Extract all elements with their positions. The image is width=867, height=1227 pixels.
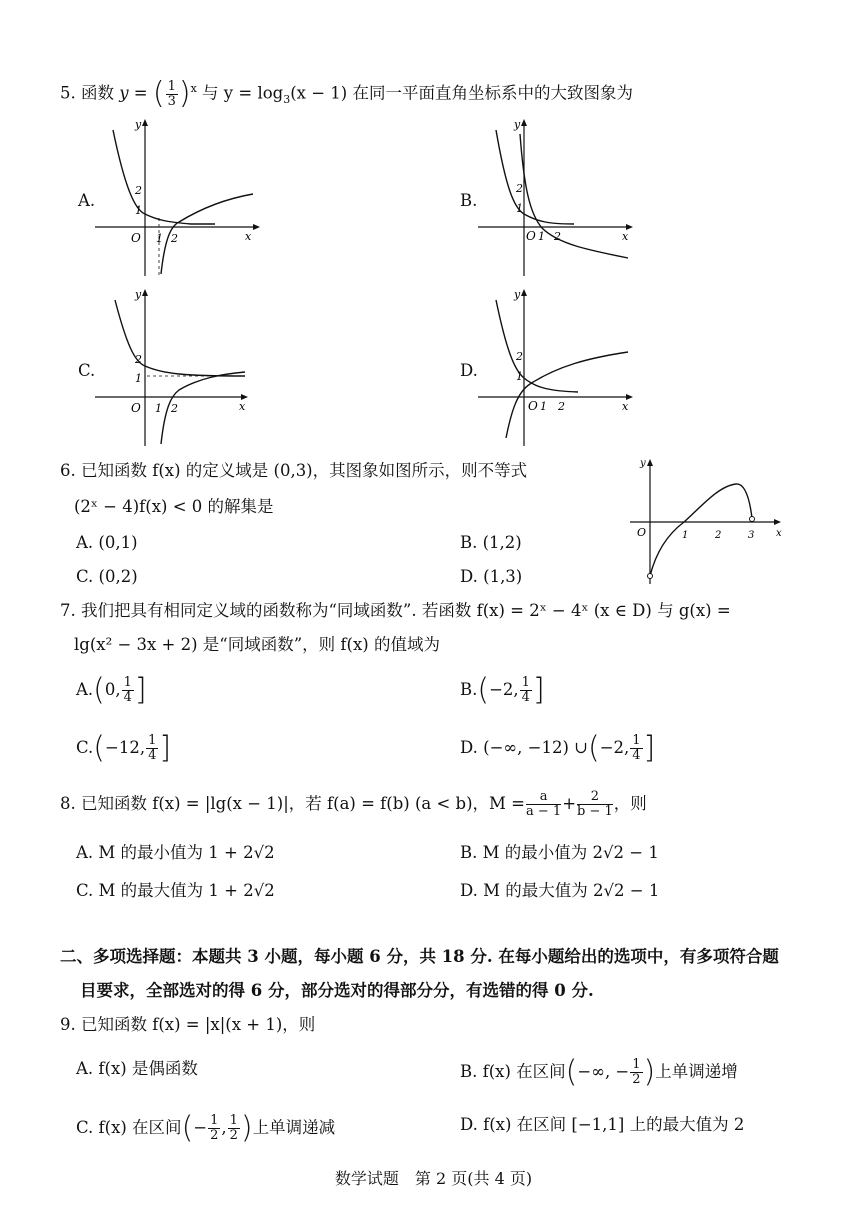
svg-text:y: y — [135, 288, 142, 301]
q6-graph — [628, 452, 788, 588]
svg-text:1: 1 — [538, 230, 545, 243]
q5-graph-a — [95, 118, 265, 278]
svg-text:O: O — [526, 229, 536, 243]
fraction-one-third: $\frac{1}{3}$ — [167, 78, 176, 109]
section-2-heading: 二、多项选择题：本题共 3 小题，每小题 6 分，共 18 分. 在每小题给出的选项中，有多项符合题 — [60, 947, 779, 966]
svg-text:1: 1 — [516, 370, 523, 383]
q8-stem: 8. 已知函数 f(x) = |lg(x − 1)|，若 f(a) = f(b) (a < b)，M = $\frac{a}{a - 1}$ + $\frac{2}{b - 1}$ ，则 — [60, 789, 647, 819]
svg-text:2: 2 — [516, 350, 523, 363]
svg-text:1: 1 — [516, 202, 523, 215]
svg-text:x: x — [776, 528, 782, 539]
q6-option-d: D. (1,3) — [460, 567, 523, 586]
svg-text:1: 1 — [682, 530, 689, 541]
q6-option-b: B. (1,2) — [460, 533, 522, 552]
q5-graph-b — [478, 118, 648, 278]
q6-stem-line1: 6. 已知函数 f(x) 的定义域是 (0,3)，其图象如图所示，则不等式 — [60, 461, 528, 480]
q7-option-c: C.(−12, $\frac{1}{4}$ ] — [76, 730, 172, 766]
svg-text:O: O — [528, 399, 538, 413]
q9-stem: 9. 已知函数 f(x) = |x|(x + 1)，则 — [60, 1015, 316, 1034]
svg-text:2: 2 — [558, 400, 565, 413]
q7-option-d: D. (−∞, −12) ∪(−2, $\frac{1}{4}$ ] — [460, 730, 656, 766]
q5-option-b-label: B. — [460, 191, 478, 210]
svg-text:2: 2 — [171, 232, 178, 245]
q8-option-b: B. M 的最小值为 2√2 − 1 — [460, 843, 659, 862]
svg-text:3: 3 — [748, 530, 755, 541]
svg-text:2: 2 — [715, 530, 722, 541]
svg-text:y: y — [514, 288, 521, 301]
q5-graph-d — [478, 288, 648, 448]
svg-text:x: x — [622, 230, 629, 243]
svg-text:1: 1 — [135, 372, 142, 385]
svg-text:O: O — [131, 401, 141, 415]
q8-option-d: D. M 的最大值为 2√2 − 1 — [460, 881, 660, 900]
q5-option-a-label: A. — [78, 191, 96, 210]
q5-option-c-label: C. — [78, 361, 96, 380]
q9-option-d: D. f(x) 在区间 [−1,1] 上的最大值为 2 — [460, 1115, 745, 1134]
svg-text:2: 2 — [135, 184, 142, 197]
q9-option-a: A. f(x) 是偶函数 — [76, 1059, 198, 1078]
svg-text:x: x — [239, 400, 246, 413]
svg-text:y: y — [135, 118, 142, 131]
q7-option-a: A.(0, $\frac{1}{4}$ ] — [76, 672, 147, 708]
svg-text:1: 1 — [155, 402, 162, 415]
svg-text:2: 2 — [516, 182, 523, 195]
svg-text:x: x — [622, 400, 629, 413]
svg-text:1: 1 — [135, 204, 142, 217]
q6-stem-line2: (2ˣ − 4)f(x) < 0 的解集是 — [74, 497, 274, 516]
q8-option-c: C. M 的最大值为 1 + 2√2 — [76, 881, 275, 900]
svg-text:O: O — [637, 526, 647, 539]
svg-text:x: x — [245, 230, 252, 243]
q8-option-a: A. M 的最小值为 1 + 2√2 — [76, 843, 275, 862]
svg-text:O: O — [131, 231, 141, 245]
q7-option-b: B.(−2, $\frac{1}{4}$ ] — [460, 672, 545, 708]
q6-option-c: C. (0,2) — [76, 567, 138, 586]
section-2-heading-cont: 目要求，全部选对的得 6 分，部分选对的得部分分，有选错的得 0 分. — [80, 981, 594, 1000]
svg-text:y: y — [514, 118, 521, 131]
q5-stem: 5. 函数 y = ( $\frac{1}{3}$ )$^x$ 与 $y = \log_3(x - 1)$ 在同一平面直角坐标系中的大致图象为 — [60, 76, 633, 111]
svg-text:2: 2 — [171, 402, 178, 415]
svg-text:1: 1 — [156, 232, 163, 245]
q6-option-a: A. (0,1) — [76, 533, 138, 552]
q5-option-d-label: D. — [460, 361, 478, 380]
q9-option-b: B. f(x) 在区间(−∞, − $\frac{1}{2}$ )上单调递增 — [460, 1054, 738, 1090]
svg-text:1: 1 — [540, 400, 547, 413]
q7-stem-line2: lg(x² − 3x + 2) 是“同域函数”，则 f(x) 的值域为 — [74, 635, 440, 654]
q7-stem-line1: 7. 我们把具有相同定义域的函数称为“同域函数”. 若函数 f(x) = 2ˣ − 4ˣ (x ∈ D) 与 g(x) = — [60, 601, 731, 620]
q5-graph-c — [95, 288, 265, 448]
page-footer: 数学试题 第 2 页(共 4 页) — [334, 1169, 533, 1188]
svg-text:2: 2 — [554, 230, 561, 243]
q9-option-c: C. f(x) 在区间(− $\frac{1}{2}$ , $\frac{1}{2}$ )上单调递减 — [76, 1110, 336, 1146]
svg-text:y: y — [640, 458, 646, 469]
svg-text:2: 2 — [135, 353, 142, 366]
